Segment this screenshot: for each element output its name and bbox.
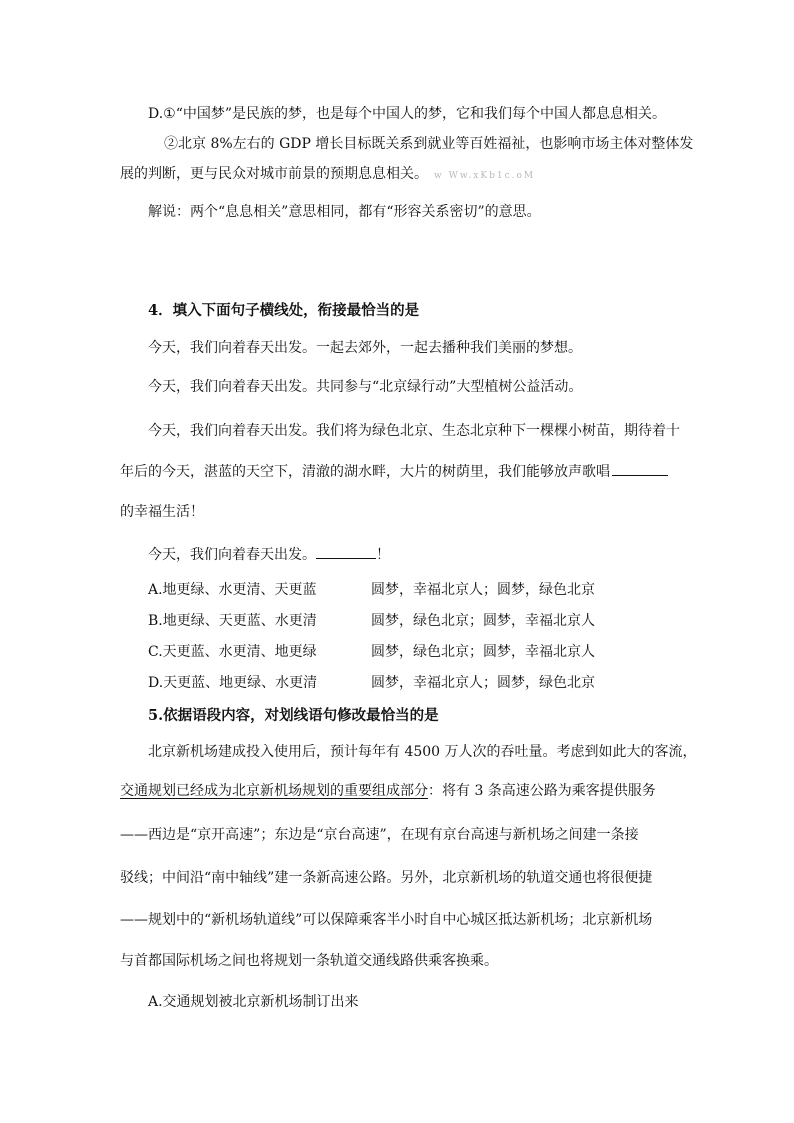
q4-option-c-label: C.天更蓝、水更清、地更绿	[148, 644, 317, 660]
q4-para4-text: 今天，我们向着春天出发。	[148, 547, 316, 563]
q3-option-d-line1: D.①“中国梦”是民族的梦，也是每个中国人的梦，它和我们每个中国人都息息相关。	[148, 106, 667, 122]
q5-heading: 5.依据语段内容，对划线语句修改最恰当的是	[148, 707, 439, 724]
q4-para2: 今天，我们向着春天出发。共同参与“北京绿行动”大型植树公益活动。	[148, 379, 583, 395]
q4-option-d-label: D.天更蓝、地更绿、水更清	[148, 675, 318, 691]
q4-heading: 4．填入下面句子横线处，衔接最恰当的是	[148, 302, 420, 319]
q4-para3-line2-text: 年后的今天，湛蓝的天空下，清澈的湖水畔，大片的树荫里，我们能够放声歌唱	[120, 464, 610, 480]
q5-line5: ——规划中的“新机场轨道线”可以保障乘客半小时自中心城区抵达新机场；北京新机场	[120, 912, 653, 928]
q5-line6: 与首都国际机场之间也将规划一条轨道交通线路供乘客换乘。	[120, 953, 498, 969]
q4-para4	[148, 544, 390, 565]
q4-para3-line3: 的幸福生活！	[120, 504, 204, 520]
answer-blank-1[interactable]	[612, 461, 668, 476]
q3-option-d-line3	[120, 164, 535, 186]
q4-option-d-answer: 圆梦，幸福北京人；圆梦，绿色北京	[371, 675, 595, 691]
q4-para1: 今天，我们向着春天出发。一起去郊外，一起去播种我们美丽的梦想。	[148, 340, 582, 356]
q3-option-d-line2: ②北京 8%左右的 GDP 增长目标既关系到就业等百姓福祉，也影响市场主体对整体发	[164, 136, 694, 152]
q3-explanation: 解说：两个“息息相关”意思相同，都有“形容关系密切”的意思。	[148, 204, 541, 220]
q5-option-a[interactable]: A.交通规划被北京新机场制订出来	[148, 994, 359, 1010]
q4-option-b-label: B.地更绿、天更蓝、水更清	[148, 613, 317, 629]
q4-option-c[interactable]	[0, 642, 794, 662]
q4-option-a-answer: 圆梦，幸福北京人；圆梦，绿色北京	[371, 582, 595, 598]
q4-option-a[interactable]	[0, 580, 794, 600]
q3-option-d-line3-text: 展的判断，更与民众对城市前景的预期息息相关。	[120, 166, 428, 182]
q4-option-c-answer: 圆梦，绿色北京；圆梦，幸福北京人	[371, 644, 595, 660]
q4-para4-end: ！	[376, 547, 390, 563]
q4-para3-line2	[120, 461, 668, 482]
q5-line2	[120, 781, 656, 801]
q4-para3-line1: 今天，我们向着春天出发。我们将为绿色北京、生态北京种下一棵棵小树苗，期待着十	[148, 423, 680, 439]
q4-option-a-label: A.地更绿、水更清、天更蓝	[148, 582, 317, 598]
q4-option-b-answer: 圆梦，绿色北京；圆梦，幸福北京人	[371, 613, 595, 629]
q4-option-d[interactable]	[0, 673, 794, 693]
answer-blank-2[interactable]	[316, 544, 376, 559]
q5-line1: 北京新机场建成投入使用后，预计每年有 4500 万人次的吞吐量。考虑到如此大的客流，	[148, 744, 697, 760]
q5-underlined-sentence: 交通规划已经成为北京新机场规划的重要组成部分	[120, 783, 428, 799]
q4-option-b[interactable]	[0, 611, 794, 631]
q5-line4: 驳线；中间沿“南中轴线”建一条新高速公路。另外，北京新机场的轨道交通也将很便捷	[120, 870, 653, 886]
watermark-text: w Ww.xKb1c.oM	[434, 171, 536, 181]
q5-line2-rest: ：将有 3 条高速公路为乘客提供服务	[428, 783, 656, 799]
q5-line3: ——西边是“京开高速”；东边是“京台高速”，在现有京台高速与新机场之间建一条接	[120, 827, 639, 843]
